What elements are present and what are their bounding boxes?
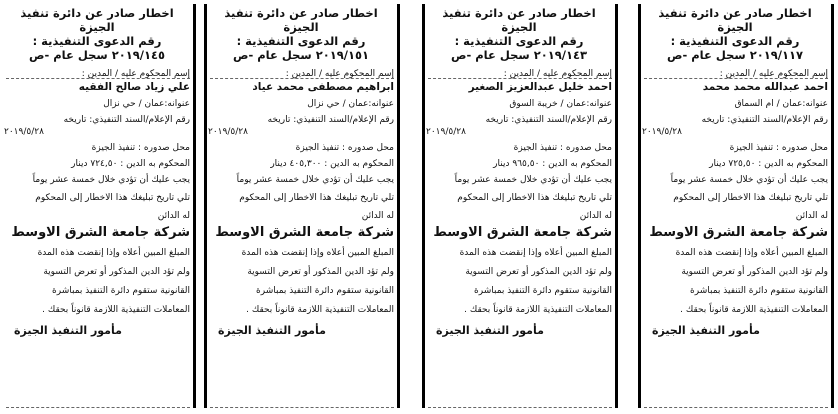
para-text: القانونية ستقوم دائرة التنفيذ بمباشرة xyxy=(256,286,394,296)
instrument-date: ٢٠١٩/٥/٢٨ xyxy=(208,127,248,137)
notice-text: له الدائن xyxy=(795,211,828,221)
address-value: عمان / حي نزال xyxy=(307,99,369,109)
notice-heading: اخطار صادر عن دائرة تنفيذ الجيزة xyxy=(658,6,812,34)
border-bar xyxy=(397,4,400,408)
notice-text: يجب عليك أن تؤدي خلال خمسة عشر يوماً xyxy=(454,175,612,185)
currency: دينار xyxy=(709,159,726,169)
case-label: رقم الدعوى التنفيذية : xyxy=(670,34,800,48)
notice-text: يجب عليك أن تؤدي خلال خمسة عشر يوماً xyxy=(236,175,394,185)
notice-text: تلي تاريخ تبليغك هذا الاخطار إلى المحكوم xyxy=(35,193,190,203)
instrument-label: رقم الإعلام/السند التنفيذي: تاريخه xyxy=(485,115,612,125)
case-label: رقم الدعوى التنفيذية : xyxy=(236,34,366,48)
separator xyxy=(210,407,394,408)
address-label: عنوانه: xyxy=(368,99,394,109)
address-value: عمان / ام السماق xyxy=(734,99,803,109)
issued-by: محل صدوره : تنفيذ الجيزة xyxy=(295,143,394,153)
signature: مأمور التنفيذ الجيزة xyxy=(652,324,760,337)
creditor-name: شركة جامعة الشرق الاوسط xyxy=(649,225,828,240)
amount-value: ٩٦٥,٥٠ xyxy=(512,159,540,169)
instrument-date: ٢٠١٩/٥/٢٨ xyxy=(4,127,44,137)
amount-line xyxy=(642,158,828,170)
address-line xyxy=(208,98,394,110)
debtor-label: إسم المحكوم عليه / المدين : xyxy=(81,69,190,79)
notice-text: له الدائن xyxy=(579,211,612,221)
separator xyxy=(6,407,190,408)
instrument-label: رقم الإعلام/السند التنفيذي: تاريخه xyxy=(63,115,190,125)
address-value: عمان / خريبة السوق xyxy=(509,99,587,109)
address-line xyxy=(4,98,190,110)
notice-text: له الدائن xyxy=(361,211,394,221)
border-bar xyxy=(615,4,618,408)
amount-line xyxy=(426,158,612,170)
address-label: عنوانه: xyxy=(586,99,612,109)
separator xyxy=(428,407,612,408)
para-text: المعاملات التنفيذية اللازمة قانوناً بحقك . xyxy=(246,305,394,315)
para-text: المعاملات التنفيذية اللازمة قانوناً بحقك . xyxy=(464,305,612,315)
border-bar xyxy=(422,4,425,408)
notice-text: له الدائن xyxy=(157,211,190,221)
separator xyxy=(644,78,828,79)
amount-line xyxy=(208,158,394,170)
signature: مأمور التنفيذ الجيزة xyxy=(218,324,326,337)
case-label: رقم الدعوى التنفيذية : xyxy=(32,34,162,48)
creditor-name: شركة جامعة الشرق الاوسط xyxy=(433,225,612,240)
amount-label: المحكوم به الدين : xyxy=(324,159,394,169)
instrument-label: رقم الإعلام/السند التنفيذي: تاريخه xyxy=(267,115,394,125)
notice-text: تلي تاريخ تبليغك هذا الاخطار إلى المحكوم xyxy=(457,193,612,203)
notice-heading: اخطار صادر عن دائرة تنفيذ الجيزة xyxy=(20,6,174,34)
para-text: القانونية ستقوم دائرة التنفيذ بمباشرة xyxy=(52,286,190,296)
case-label: رقم الدعوى التنفيذية : xyxy=(454,34,584,48)
notice-card xyxy=(422,4,618,408)
currency: دينار xyxy=(270,159,287,169)
para-text: القانونية ستقوم دائرة التنفيذ بمباشرة xyxy=(474,286,612,296)
instrument-date: ٢٠١٩/٥/٢٨ xyxy=(642,127,682,137)
border-bar xyxy=(204,4,207,408)
para-text: ولم تؤد الدين المذكور أو تعرض التسوية xyxy=(43,267,190,277)
issued-by: محل صدوره : تنفيذ الجيزة xyxy=(91,143,190,153)
signature: مأمور التنفيذ الجيزة xyxy=(14,324,122,337)
case-number: ٢٠١٩/١١٧ سجل عام -ص xyxy=(666,48,804,62)
border-bar xyxy=(638,4,641,408)
para-text: المعاملات التنفيذية اللازمة قانوناً بحقك . xyxy=(42,305,190,315)
para-text: المبلغ المبين أعلاه وإذا إنقضت هذه المدة xyxy=(241,248,394,258)
separator xyxy=(644,407,828,408)
para-text: ولم تؤد الدين المذكور أو تعرض التسوية xyxy=(465,267,612,277)
creditor-name: شركة جامعة الشرق الاوسط xyxy=(11,225,190,240)
para-text: المبلغ المبين أعلاه وإذا إنقضت هذه المدة xyxy=(675,248,828,258)
address-value: عمان / حي نزال xyxy=(103,99,165,109)
debtor-label: إسم المحكوم عليه / المدين : xyxy=(503,69,612,79)
notice-text: تلي تاريخ تبليغك هذا الاخطار إلى المحكوم xyxy=(673,193,828,203)
notice-card xyxy=(638,4,834,408)
debtor-label: إسم المحكوم عليه / المدين : xyxy=(285,69,394,79)
address-label: عنوانه: xyxy=(164,99,190,109)
instrument-label: رقم الإعلام/السند التنفيذي: تاريخه xyxy=(701,115,828,125)
debtor-label: إسم المحكوم عليه / المدين : xyxy=(719,69,828,79)
debtor-name: ابراهيم مصطفى محمد عياد xyxy=(252,81,394,93)
signature: مأمور التنفيذ الجيزة xyxy=(436,324,544,337)
amount-label: المحكوم به الدين : xyxy=(120,159,190,169)
para-text: المعاملات التنفيذية اللازمة قانوناً بحقك . xyxy=(680,305,828,315)
instrument-date: ٢٠١٩/٥/٢٨ xyxy=(426,127,466,137)
notice-text: تلي تاريخ تبليغك هذا الاخطار إلى المحكوم xyxy=(239,193,394,203)
amount-line xyxy=(4,158,190,170)
amount-label: المحكوم به الدين : xyxy=(542,159,612,169)
issued-by: محل صدوره : تنفيذ الجيزة xyxy=(513,143,612,153)
notice-heading: اخطار صادر عن دائرة تنفيذ الجيزة xyxy=(224,6,378,34)
separator xyxy=(428,78,612,79)
creditor-name: شركة جامعة الشرق الاوسط xyxy=(215,225,394,240)
currency: دينار xyxy=(71,159,88,169)
para-text: ولم تؤد الدين المذكور أو تعرض التسوية xyxy=(247,267,394,277)
currency: دينار xyxy=(493,159,510,169)
amount-value: ٤٠٥,٣٠٠ xyxy=(289,159,322,169)
notice-heading: اخطار صادر عن دائرة تنفيذ الجيزة xyxy=(442,6,596,34)
debtor-name: علي زياد صالح الفقيه xyxy=(78,81,190,93)
border-bar xyxy=(193,4,196,408)
para-text: المبلغ المبين أعلاه وإذا إنقضت هذه المدة xyxy=(37,248,190,258)
separator xyxy=(210,78,394,79)
para-text: القانونية ستقوم دائرة التنفيذ بمباشرة xyxy=(690,286,828,296)
border-bar xyxy=(831,4,834,408)
notice-text: يجب عليك أن تؤدي خلال خمسة عشر يوماً xyxy=(32,175,190,185)
amount-value: ٧٢٥,٥٠ xyxy=(728,159,756,169)
case-number: ٢٠١٩/١٤٣ سجل عام -ص xyxy=(450,48,588,62)
address-label: عنوانه: xyxy=(802,99,828,109)
para-text: ولم تؤد الدين المذكور أو تعرض التسوية xyxy=(681,267,828,277)
debtor-name: احمد خليل عبدالعزيز الصغير xyxy=(468,81,612,93)
debtor-name: احمد عبدالله محمد محمد xyxy=(702,81,828,93)
separator xyxy=(6,78,190,79)
case-number: ٢٠١٩/١٤٥ سجل عام -ص xyxy=(28,48,166,62)
notice-text: يجب عليك أن تؤدي خلال خمسة عشر يوماً xyxy=(670,175,828,185)
case-number: ٢٠١٩/١٥١ سجل عام -ص xyxy=(232,48,370,62)
notice-card xyxy=(204,4,400,408)
amount-value: ٧٢٤,٥٠ xyxy=(90,159,118,169)
amount-label: المحكوم به الدين : xyxy=(758,159,828,169)
address-line xyxy=(642,98,828,110)
issued-by: محل صدوره : تنفيذ الجيزة xyxy=(729,143,828,153)
address-line xyxy=(426,98,612,110)
para-text: المبلغ المبين أعلاه وإذا إنقضت هذه المدة xyxy=(459,248,612,258)
notice-card xyxy=(0,4,196,408)
